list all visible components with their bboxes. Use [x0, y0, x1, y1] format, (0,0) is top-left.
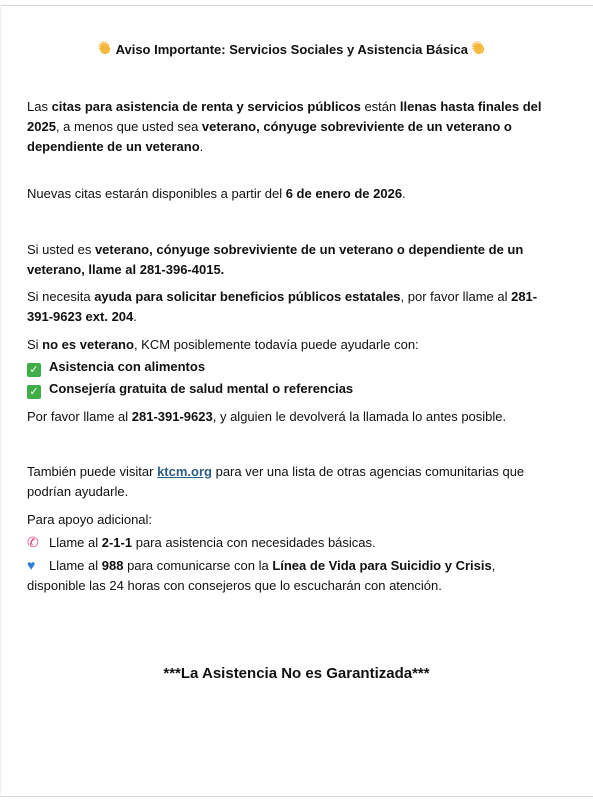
support-text: , disponible las 24 horas con consejeros que lo escucharán con atención. [27, 558, 496, 593]
intro-bold: citas para asistencia de renta y servicios públicos [51, 99, 361, 114]
support-text: para comunicarse con la [123, 558, 273, 573]
callback-text: , y alguien le devolverá la llamada lo antes posible. [212, 409, 507, 424]
top-border [0, 5, 593, 6]
callback-paragraph [27, 407, 557, 427]
service-label: Consejería gratuita de salud mental o referencias [49, 381, 354, 396]
sun-icon [472, 42, 486, 56]
state-benefits-text: . [133, 309, 137, 324]
new-dates-date: 6 de enero de 2026 [285, 186, 403, 201]
disclaimer-footer: ***La Asistencia No es Garantizada*** [163, 665, 430, 682]
support-text: para asistencia con necesidades básicas. [132, 535, 376, 550]
intro-text: , a menos que usted sea [55, 119, 202, 134]
intro-paragraph [27, 97, 557, 157]
service-item [27, 379, 557, 399]
non-veteran-paragraph [27, 335, 557, 355]
support-number: 2-1-1 [101, 535, 133, 550]
new-dates-paragraph [27, 184, 557, 204]
website-text: para ver una lista de otras agencias comunitarias que podrían ayudarle. [27, 464, 525, 499]
new-dates-text: Nuevas citas estarán disponibles a partir del [27, 186, 286, 201]
intro-text: están [360, 99, 400, 114]
non-veteran-text: Si [27, 337, 43, 352]
veteran-bold: veterano, cónyuge sobreviviente de un veterano o dependiente de un veterano, llame al 281-396-4015. [27, 242, 524, 277]
intro-bold: veterano, cónyuge sobreviviente de un veterano o dependiente de un veterano [27, 119, 512, 154]
checkmark-icon: ✓ [27, 385, 41, 399]
support-text: Llame al [49, 558, 102, 573]
state-benefits-text: , por favor llame al [400, 289, 512, 304]
intro-text: . [199, 139, 204, 154]
notice-title [27, 40, 557, 62]
support-heading: Para apoyo adicional: [27, 512, 153, 527]
new-dates-text: . [402, 186, 406, 201]
blue-heart-icon: ♥ [27, 557, 36, 573]
service-label: Asistencia con alimentos [49, 359, 206, 374]
checkmark-icon: ✓ [27, 363, 41, 377]
intro-text: Las [27, 99, 52, 114]
telephone-icon: ✆ [27, 534, 39, 550]
bottom-border [0, 796, 593, 797]
non-veteran-text: , KCM posiblemente todavía puede ayudarle con: [133, 337, 419, 352]
state-benefits-phone: 281-391-9623 ext. 204 [27, 289, 538, 324]
state-benefits-paragraph [27, 287, 557, 327]
notice-body [27, 40, 557, 596]
support-line-988 [27, 555, 557, 596]
support-text: Llame al [49, 535, 102, 550]
veteran-paragraph [27, 240, 557, 280]
state-benefits-text: Si necesita [27, 289, 95, 304]
website-paragraph [27, 462, 557, 502]
callback-phone: 281-391-9623 [131, 409, 213, 424]
website-text: También puede visitar [27, 464, 158, 479]
intro-bold: llenas hasta finales del 2025 [27, 99, 542, 134]
service-item [27, 357, 557, 377]
notice-title-text: Aviso Importante: Servicios Sociales y Asistencia Básica [115, 42, 468, 57]
non-veteran-bold: no es veterano [42, 337, 134, 352]
sun-icon [98, 42, 112, 56]
support-line-211 [27, 532, 557, 553]
state-benefits-bold: ayuda para solicitar beneficios públicos estatales [94, 289, 401, 304]
support-number: 988 [101, 558, 124, 573]
crisis-line-name: Línea de Vida para Suicidio y Crisis [272, 558, 492, 573]
website-link[interactable]: ktcm.org [157, 464, 212, 479]
callback-text: Por favor llame al [27, 409, 132, 424]
veteran-text: Si usted es [27, 242, 95, 257]
